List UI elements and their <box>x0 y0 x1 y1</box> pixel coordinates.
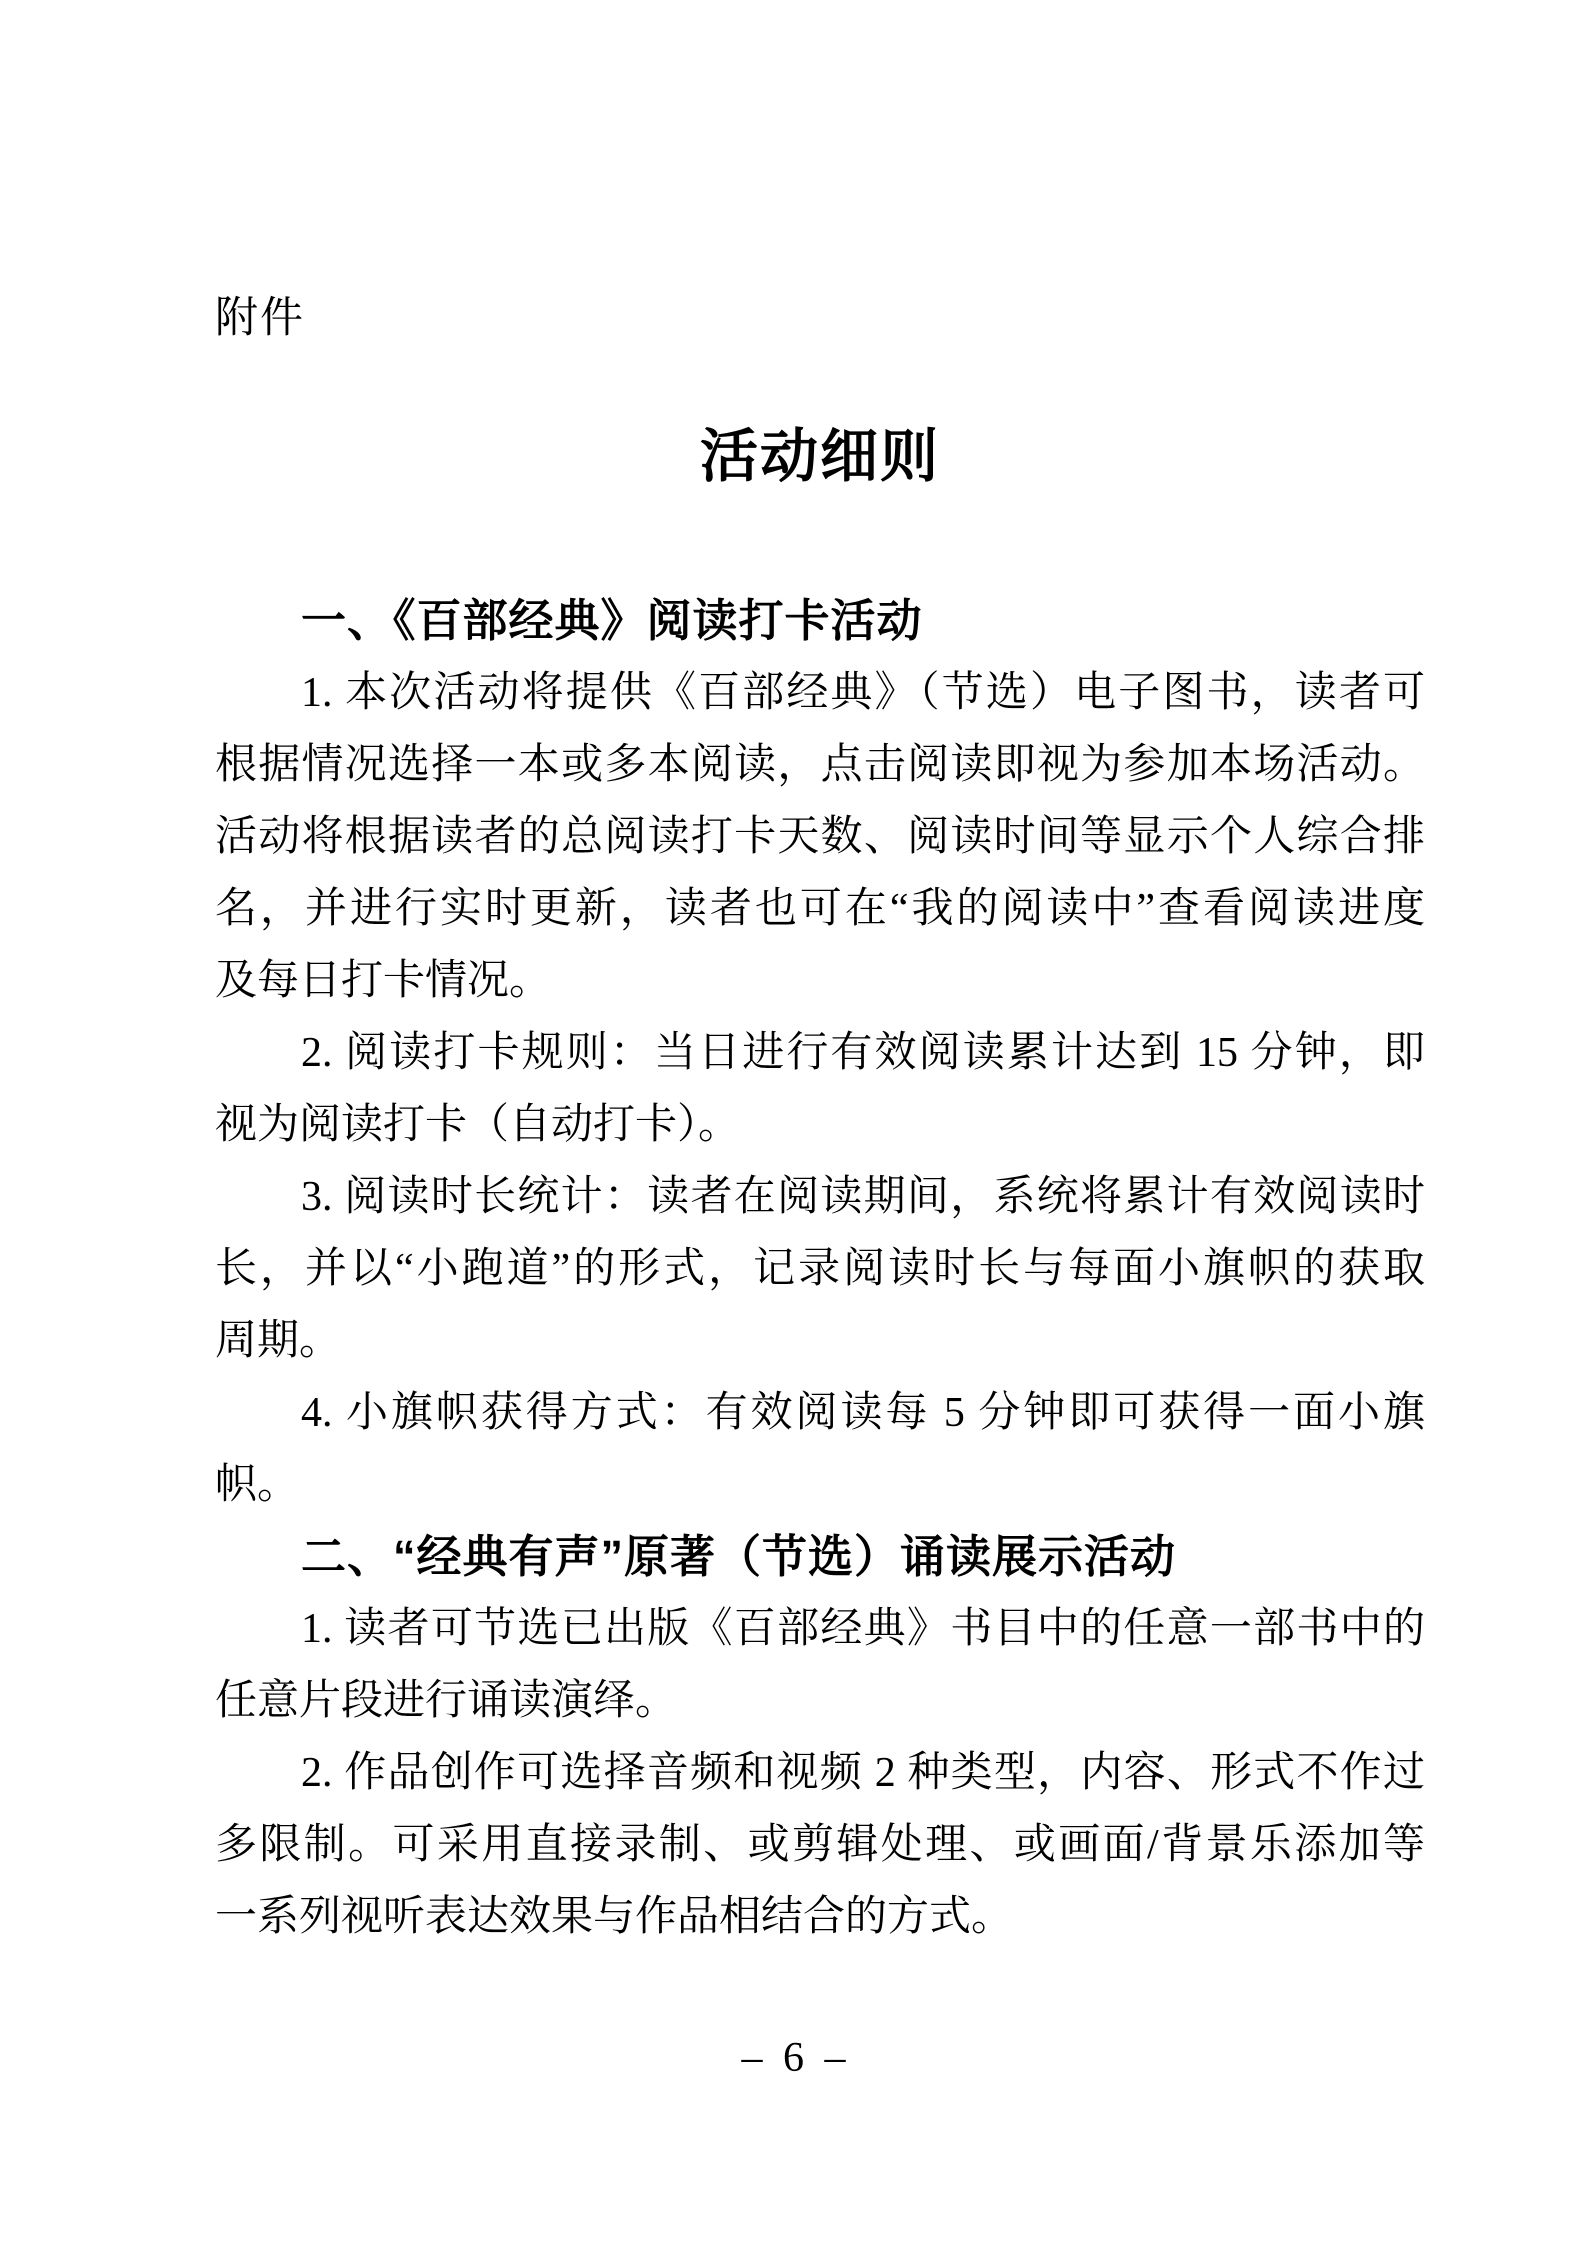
paragraph <box>215 1017 1425 1161</box>
text-line: 活动将根据读者的总阅读打卡天数、阅读时间等显示个人综合排 <box>215 814 1425 860</box>
text-line: 4. 小旗帜获得方式：有效阅读每 5 分钟即可获得一面小旗 <box>301 1390 1425 1436</box>
attachment-label: 附件 <box>215 294 305 342</box>
paragraph <box>215 1377 1425 1521</box>
text-line: 2. 作品创作可选择音频和视频 2 种类型，内容、形式不作过 <box>301 1750 1425 1796</box>
document-body <box>215 585 1425 1953</box>
text-line: 视为阅读打卡（自动打卡）。 <box>215 1102 741 1148</box>
text-line: 帜。 <box>215 1462 300 1508</box>
text-line: 3. 阅读时长统计：读者在阅读期间，系统将累计有效阅读时 <box>301 1174 1425 1220</box>
text-line: 1. 本次活动将提供《百部经典》（节选）电子图书，读者可 <box>301 670 1425 716</box>
page-number: – 6 – <box>741 2035 846 2081</box>
text-line: 及每日打卡情况。 <box>215 958 552 1004</box>
text-line: 周期。 <box>215 1318 342 1364</box>
text-line: 根据情况选择一本或多本阅读，点击阅读即视为参加本场活动。 <box>215 742 1425 788</box>
paragraph <box>215 1593 1425 1737</box>
section-heading: 一、《百部经典》阅读打卡活动 <box>301 595 923 646</box>
text-line: 任意片段进行诵读演绎。 <box>215 1678 678 1724</box>
text-line: 一系列视听表达效果与作品相结合的方式。 <box>215 1894 1014 1940</box>
text-line: 2. 阅读打卡规则：当日进行有效阅读累计达到 15 分钟，即 <box>301 1030 1425 1076</box>
paragraph <box>215 1161 1425 1377</box>
text-line: 长，并以“小跑道”的形式，记录阅读时长与每面小旗帜的获取 <box>215 1246 1425 1292</box>
text-line: 名，并进行实时更新，读者也可在“我的阅读中”查看阅读进度 <box>215 886 1425 932</box>
section-heading: 二、“经典有声”原著（节选）诵读展示活动 <box>301 1531 1177 1582</box>
text-line: 多限制。可采用直接录制、或剪辑处理、或画面/背景乐添加等 <box>215 1822 1425 1868</box>
paragraph <box>215 657 1425 1017</box>
document-title: 活动细则 <box>699 424 940 489</box>
text-line: 1. 读者可节选已出版《百部经典》书目中的任意一部书中的 <box>301 1606 1425 1652</box>
paragraph <box>215 1737 1425 1953</box>
